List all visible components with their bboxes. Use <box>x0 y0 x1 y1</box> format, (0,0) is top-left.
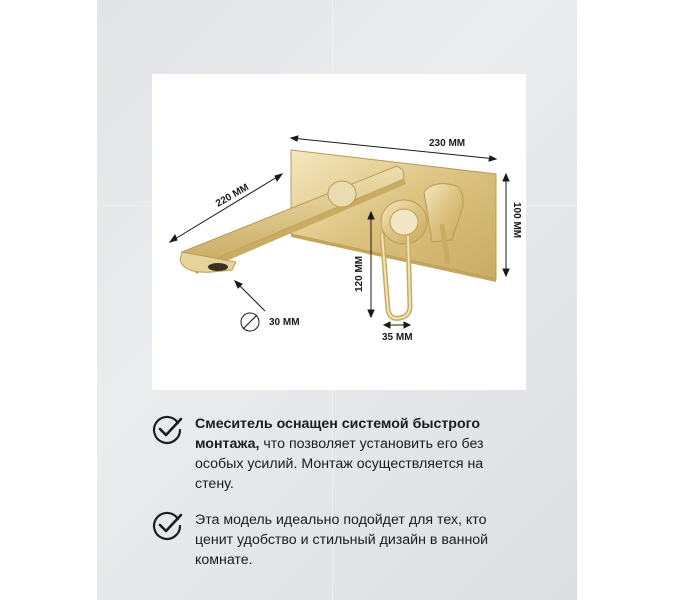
feature-text <box>195 414 525 494</box>
feature-regular-text: Эта модель идеально подойдет для тех, кто ценит удобство и стильный дизайн в ванной комнате. <box>195 512 489 568</box>
product-card <box>97 0 577 600</box>
dimension-diagram <box>152 74 526 390</box>
dim-handle-height-label: 120 MM <box>354 255 365 292</box>
feature-text <box>195 510 525 570</box>
feature-bold-text: Смеситель оснащен системой быстрого монтажа, <box>195 416 481 452</box>
dim-height-label: 100 MM <box>511 202 522 239</box>
dim-spout-label: 220 MM <box>214 182 251 210</box>
dim-width-label: 230 MM <box>429 138 466 149</box>
check-circle-icon <box>151 414 183 446</box>
faucet-drawing <box>152 74 526 390</box>
check-circle-icon <box>151 510 183 542</box>
feature-regular-text: что позволяет установить его без особых усилий. Монтаж осуществляется на стену. <box>195 436 484 492</box>
dim-outlet-label: 30 MM <box>269 317 300 328</box>
dim-handle-width-label: 35 MM <box>382 332 413 343</box>
